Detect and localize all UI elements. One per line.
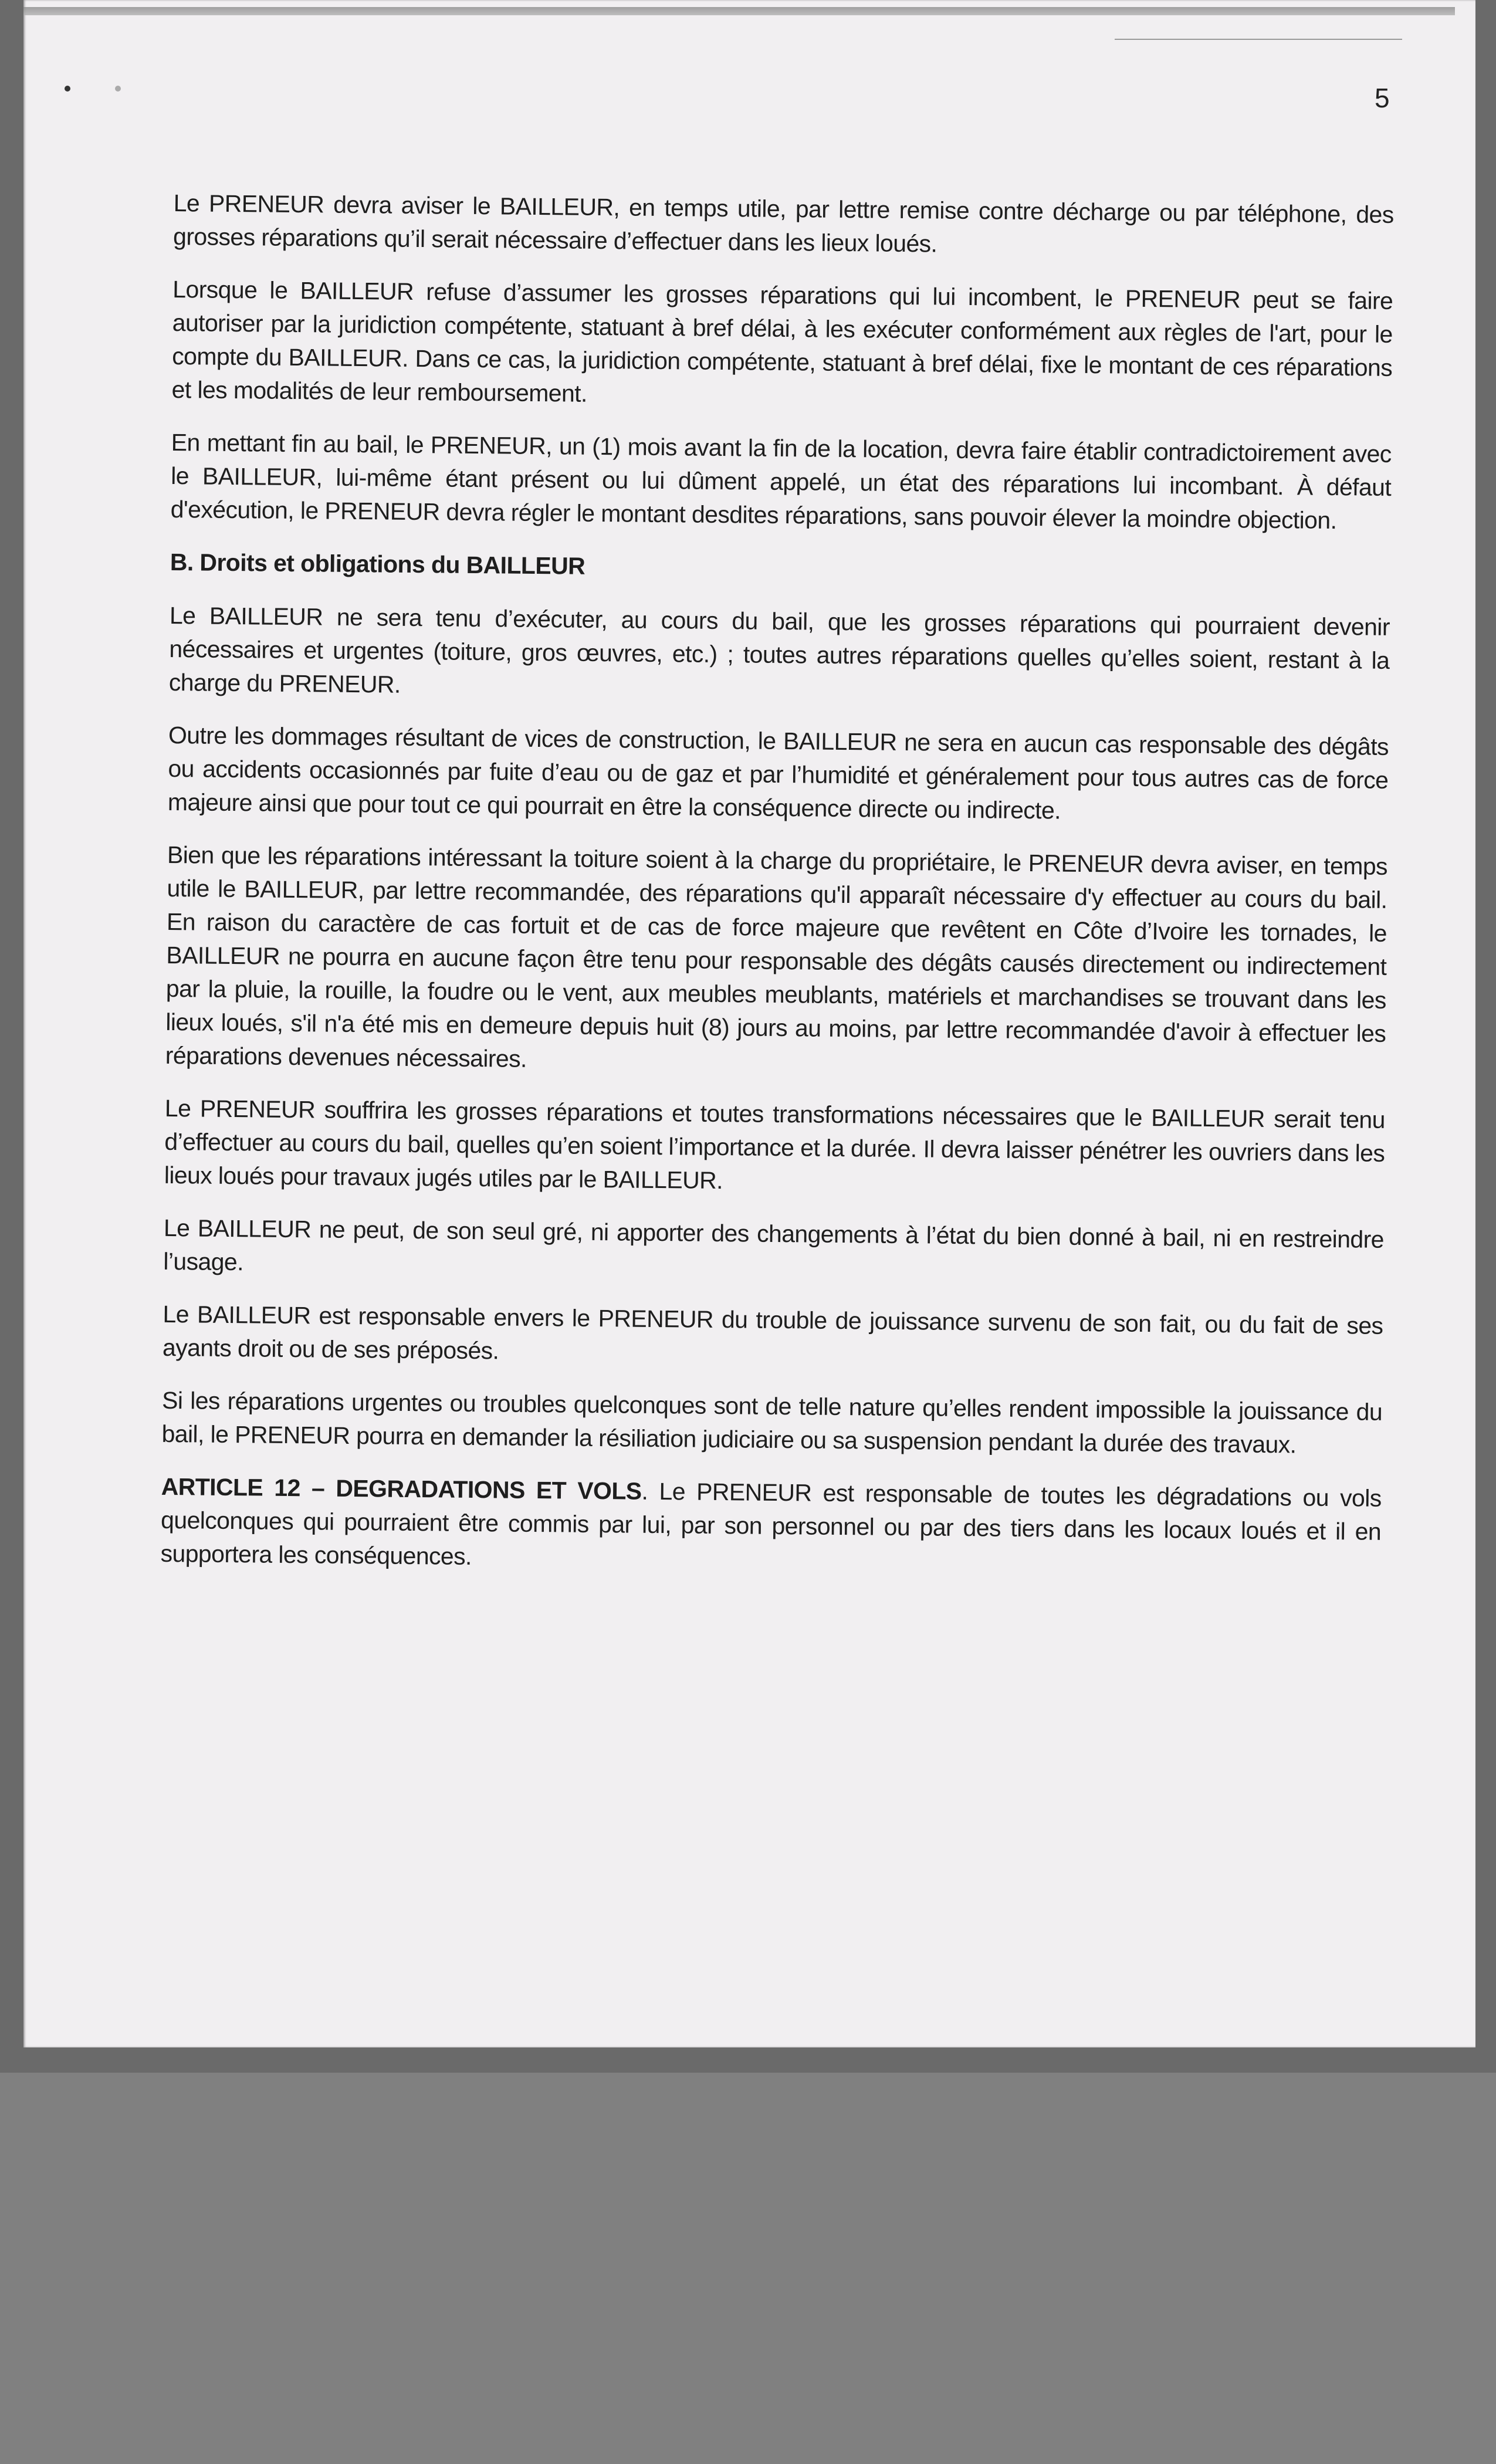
paragraph: Le BAILLEUR ne sera tenu d’exécuter, au cours du bail, que les grosses réparations qui pourraient devenir nécessaires et urgentes (toiture, gros œuvres, etc.) ; toutes autres réparations quelles qu’elles soient, restant à la charge du PRENEUR. (168, 601, 1390, 698)
page-top-line (1115, 39, 1402, 40)
article-12-paragraph (160, 1470, 1382, 1582)
article-12-body: . Le PRENEUR est responsable de toutes les dégradations ou vols quelconques qui pourraient être commis par lui, par son personnel ou par des tiers dans les locaux loués et il en supportera les conséquences. (160, 1477, 1382, 1570)
paragraph: Le PRENEUR devra aviser le BAILLEUR, en temps utile, par lettre remise contre décharge ou par téléphone, des grosses réparations qu’il serait nécessaire d’effectuer dans les lieux loués. (172, 189, 1394, 258)
paragraph: Le BAILLEUR ne peut, de son seul gré, ni apporter des changements à l’état du bien donné à bail, ni en restreindre l’usage. (163, 1214, 1385, 1276)
paragraph: Outre les dommages résultant de vices de construction, le BAILLEUR ne sera en aucun cas responsable des dégâts ou accidents occasionnés par fuite d’eau ou de gaz et par l’humidité et généralement pour tous autres cas de force majeure ainsi que pour tout ce qui pourrait en être la conséquence directe ou indirecte. (167, 721, 1389, 824)
punch-hole-mark (115, 86, 121, 92)
section-heading: B. Droits et obligations du BAILLEUR (170, 548, 585, 580)
paragraph: Le BAILLEUR est responsable envers le PRENEUR du trouble de jouissance survenu de son fait, ou du fait de ses ayants droit ou de ses préposés. (162, 1300, 1383, 1365)
article-12-title: ARTICLE 12 – DEGRADATIONS ET VOLS (161, 1473, 642, 1505)
page-number: 5 (1375, 83, 1390, 113)
paragraph: Si les réparations urgentes ou troubles quelconques sont de telle nature qu’elles rendent impossible la jouissance du bail, le PRENEUR pourra en demander la résiliation judiciaire ou sa suspension pendant la durée des travaux. (161, 1386, 1383, 1458)
punch-hole-mark (65, 86, 70, 92)
paragraph: En mettant fin au bail, le PRENEUR, un (1) mois avant la fin de la location, devra faire établir contradictoirement avec le BAILLEUR, lui-même étant présent ou lui dûment appelé, un état des réparations lui incombant. À défaut d'exécution, le PRENEUR devra régler le montant desdites réparations, sans pouvoir élever la moindre objection. (170, 428, 1392, 534)
paragraph: Bien que les réparations intéressant la toiture soient à la charge du propriétaire, le PRENEUR devra aviser, en temps utile le BAILLEUR, par lettre recommandée, des réparations qu'il apparaît nécessaire d'y effectuer au cours du bail. En raison du caractère de cas fortuit et de cas de force majeure que revêtent en Côte d’Ivoire les tornades, le BAILLEUR ne pourra en aucune façon être tenu pour responsable des dégâts causés directement ou indirectement par la pluie, la rouille, la foudre ou le vent, aux meubles meublants, matériels et marchandises se trouvant dans les lieux loués, s'il n'a été mis en demeure depuis huit (8) jours au moins, par lettre recommandée d'avoir à effectuer les réparations devenues nécessaires. (165, 841, 1388, 1072)
paragraph: Le PRENEUR souffrira les grosses réparations et toutes transformations nécessaires que le BAILLEUR serait tenu d’effectuer au cours du bail, quelles qu’en soient l’importance et la durée. Il devra laisser pénétrer les ouvriers dans les lieux loués pour travaux jugés utiles par le BAILLEUR. (164, 1094, 1386, 1194)
document-body (160, 187, 1394, 1602)
paragraph: Lorsque le BAILLEUR refuse d’assumer les grosses réparations qui lui incombent, le PRENEUR peut se faire autoriser par la juridiction compétente, statuant à bref délai, à les exécuter conformément aux règles de l'art, pour le compte du BAILLEUR. Dans ce cas, la juridiction compétente, statuant à bref délai, fixe le montant de ces réparations et les modalités de leur remboursement. (171, 275, 1393, 407)
page-top-shadow (23, 7, 1455, 15)
